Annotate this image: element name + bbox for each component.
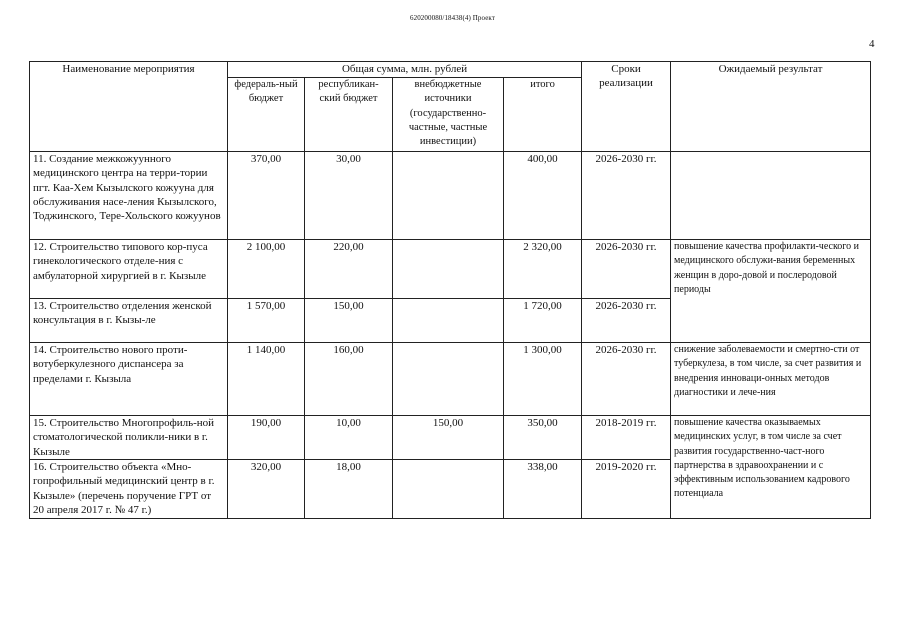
row-name: 13. Строительство отделения женской консультация в г. Кызы-ле [30, 299, 228, 343]
row-extra: 150,00 [393, 416, 504, 460]
row-extra [393, 460, 504, 519]
table-row [30, 152, 871, 240]
row-republic: 10,00 [305, 416, 393, 460]
row-result-medical-services: повышение качества оказываемых медицинских услуг, в том числе за счет развития государственно-част-ного партнерства в здравоохранении и с эффективным использованием кадрового потенциала [671, 416, 871, 519]
row-federal: 2 100,00 [228, 240, 305, 299]
header-terms: Сроки реализации [582, 62, 671, 152]
row-federal: 370,00 [228, 152, 305, 240]
row-federal: 190,00 [228, 416, 305, 460]
header-total-group: Общая сумма, млн. рублей [228, 62, 582, 78]
row-name: 12. Строительство типового кор-пуса гинекологического отделе-ния с амбулаторной хирургией в г. Кызыле [30, 240, 228, 299]
header-extra: внебюджетные источники (государственно-частные, частные инвестиции) [393, 78, 504, 152]
measures-table [29, 61, 871, 519]
row-itogo: 400,00 [504, 152, 582, 240]
row-itogo: 1 720,00 [504, 299, 582, 343]
row-terms: 2026-2030 гг. [582, 299, 671, 343]
header-federal: федераль-ный бюджет [228, 78, 305, 152]
row-itogo: 1 300,00 [504, 343, 582, 416]
row-extra [393, 152, 504, 240]
row-republic: 18,00 [305, 460, 393, 519]
row-extra [393, 343, 504, 416]
row-name: 16. Строительство объекта «Мно-гопрофильный медицинский центр в г. Кызыле» (перечень поручение ГРТ от 20 апреля 2017 г. № 47 г.) [30, 460, 228, 519]
page-number: 4 [869, 38, 875, 50]
row-republic: 160,00 [305, 343, 393, 416]
row-republic: 150,00 [305, 299, 393, 343]
row-republic: 30,00 [305, 152, 393, 240]
row-extra [393, 299, 504, 343]
document-code: 620200080/18438(4) Проект [410, 14, 495, 22]
header-name: Наименование мероприятия [30, 62, 228, 152]
table-row [30, 343, 871, 416]
row-terms: 2026-2030 гг. [582, 152, 671, 240]
table-row [30, 240, 871, 299]
header-result: Ожидаемый результат [671, 62, 871, 152]
row-itogo: 338,00 [504, 460, 582, 519]
row-itogo: 2 320,00 [504, 240, 582, 299]
row-result-empty [671, 152, 871, 240]
row-extra [393, 240, 504, 299]
row-republic: 220,00 [305, 240, 393, 299]
row-terms: 2019-2020 гг. [582, 460, 671, 519]
row-name: 14. Строительство нового проти-вотуберкулезного диспансера за пределами г. Кызыла [30, 343, 228, 416]
row-terms: 2026-2030 гг. [582, 343, 671, 416]
row-federal: 1 140,00 [228, 343, 305, 416]
header-republic: республикан-ский бюджет [305, 78, 393, 152]
header-itogo: итого [504, 78, 582, 152]
row-name: 15. Строительство Многопрофиль-ной стоматологической поликли-ники в г. Кызыле [30, 416, 228, 460]
table-row [30, 416, 871, 460]
row-name: 11. Создание межкожуунного медицинского центра на терри-тории пгт. Каа-Хем Кызылского кожууна для обслуживания насе-ления Кызылского, Тоджинского, Тере-Хольского кожуунов [30, 152, 228, 240]
header-row-1 [30, 62, 871, 78]
row-result-tuberculosis: снижение заболеваемости и смертно-сти от туберкулеза, в том числе, за счет развития и внедрения инноваци-онных методов диагностики и лече-ния [671, 343, 871, 416]
row-terms: 2026-2030 гг. [582, 240, 671, 299]
row-result-prenatal: повышение качества профилакти-ческого и медицинского обслужи-вания беременных женщин в доро-довой и послеродовой периоды [671, 240, 871, 343]
row-terms: 2018-2019 гг. [582, 416, 671, 460]
row-itogo: 350,00 [504, 416, 582, 460]
row-federal: 320,00 [228, 460, 305, 519]
row-federal: 1 570,00 [228, 299, 305, 343]
